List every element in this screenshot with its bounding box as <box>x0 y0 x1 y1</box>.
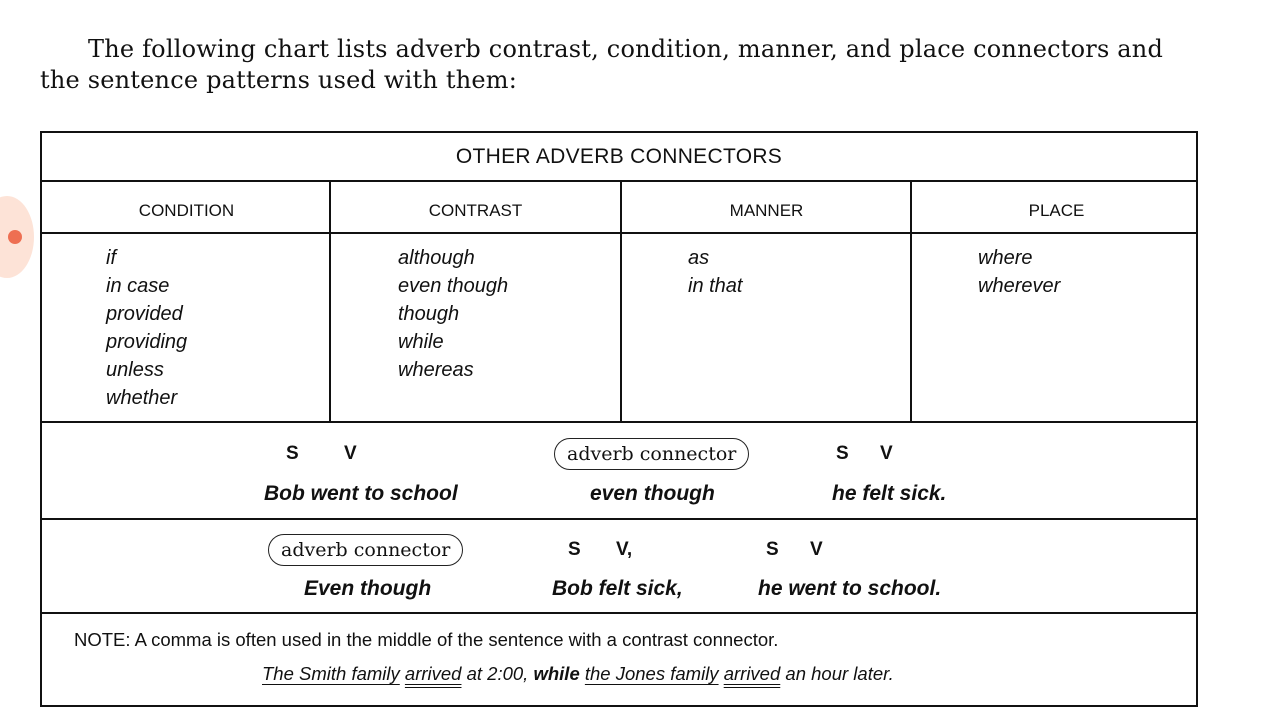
example-connector: Even though <box>304 577 432 600</box>
column-header-place: PLACE <box>1028 201 1085 220</box>
list-item: in case <box>106 275 170 297</box>
condition-connector-list <box>106 244 187 412</box>
list-item: providing <box>106 331 188 353</box>
subject-marker: S <box>286 443 299 464</box>
divider <box>42 421 1196 423</box>
list-item: in that <box>688 275 743 297</box>
list-item: as <box>688 247 710 269</box>
list-item: unless <box>106 359 164 381</box>
example-clause: Bob felt sick, <box>552 577 683 600</box>
manner-connector-list <box>688 244 742 300</box>
list-item: wherever <box>978 275 1061 297</box>
list-item: provided <box>106 303 183 325</box>
verb-marker: V <box>880 443 893 464</box>
example-clause: Bob went to school <box>264 482 458 505</box>
verb-marker: V <box>810 539 823 560</box>
subject-marker: S <box>568 539 581 560</box>
adverb-connectors-chart <box>40 131 1198 707</box>
example-clause: he felt sick. <box>832 482 947 505</box>
adverb-connector-label: adverb connector <box>268 534 463 566</box>
note-text: NOTE: A comma is often used in the middle of the sentence with a contrast connector. <box>74 629 779 650</box>
slide-marker-decoration <box>0 196 34 278</box>
example-text: an hour later. <box>780 663 894 684</box>
divider <box>42 518 1196 520</box>
list-item: though <box>398 303 460 325</box>
place-connector-list <box>978 244 1060 300</box>
list-item: whereas <box>398 359 474 381</box>
contrast-connector-list <box>398 244 508 384</box>
example-verb: arrived <box>723 663 781 684</box>
intro-paragraph: The following chart lists adverb contrast, condition, manner, and place connectors and the sentence patterns used with them: <box>40 35 1164 94</box>
subject-marker: S <box>836 443 849 464</box>
column-header-manner: MANNER <box>729 201 804 220</box>
list-item: where <box>978 247 1033 269</box>
example-verb: arrived <box>404 663 462 684</box>
example-connector: even though <box>590 482 715 505</box>
list-item: whether <box>106 387 178 409</box>
divider <box>42 180 1196 182</box>
example-clause: he went to school. <box>758 577 942 600</box>
note-example-sentence <box>262 663 894 685</box>
list-item: although <box>398 247 475 269</box>
list-item: while <box>398 331 444 353</box>
example-text: at 2:00, <box>461 663 534 684</box>
adverb-connector-label: adverb connector <box>554 438 749 470</box>
column-header-condition: CONDITION <box>138 201 235 220</box>
divider <box>42 612 1196 614</box>
example-subject: the Jones family <box>584 663 719 684</box>
column-header-contrast: CONTRAST <box>428 201 523 220</box>
subject-marker: S <box>766 539 779 560</box>
example-connector: while <box>533 663 580 684</box>
verb-marker: V, <box>616 539 633 560</box>
list-item: if <box>106 247 116 269</box>
chart-title: OTHER ADVERB CONNECTORS <box>455 145 783 168</box>
example-subject: The Smith family <box>262 663 400 684</box>
divider <box>42 232 1196 234</box>
list-item: even though <box>398 275 509 297</box>
verb-marker: V <box>344 443 357 464</box>
